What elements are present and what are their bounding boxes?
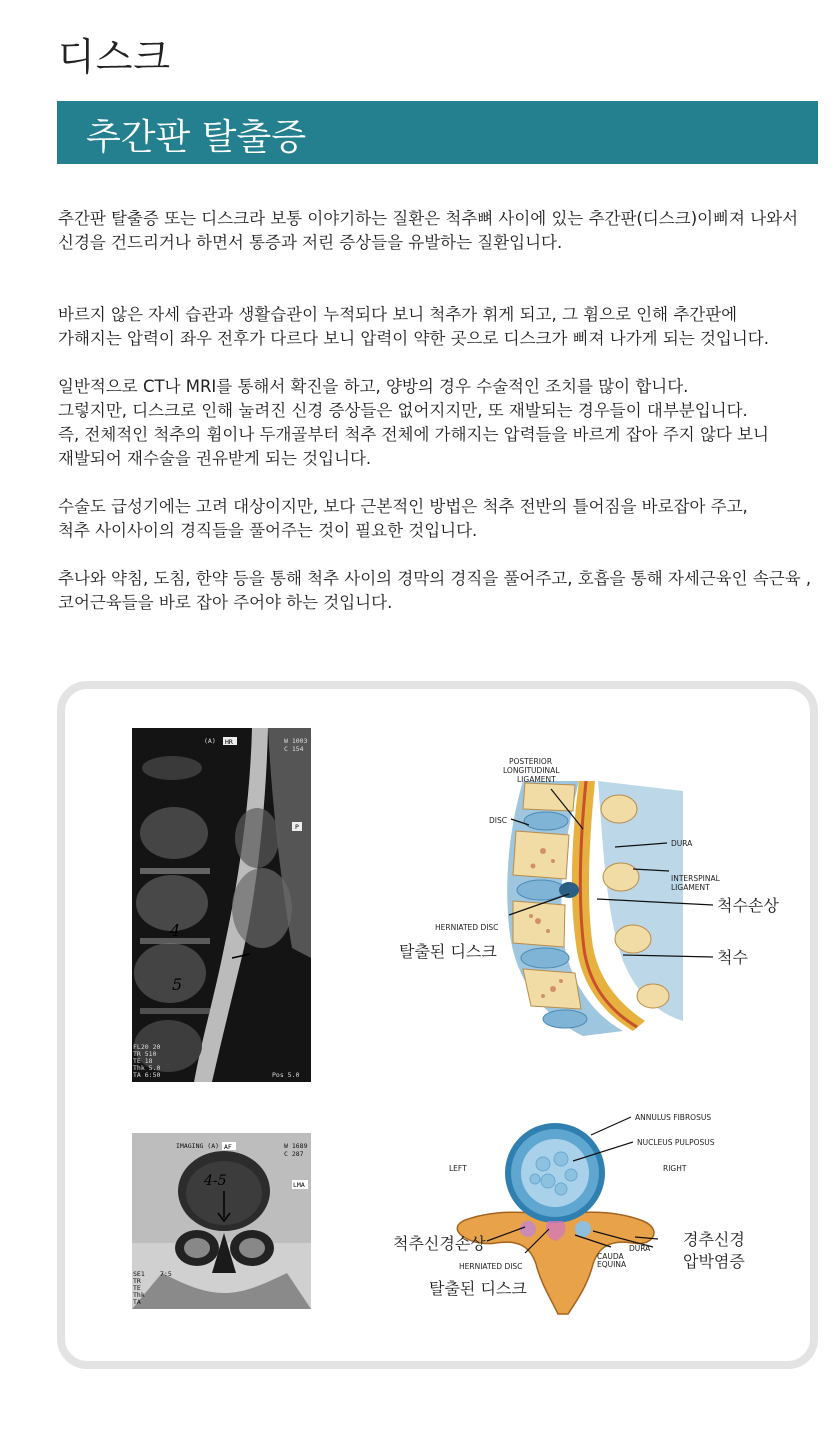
label-ko-compression: 경추신경 bbox=[683, 1230, 745, 1249]
section-title: 추간판 탈출증 bbox=[86, 117, 307, 158]
text-line: 즉, 전체적인 척추의 휨이나 두개골부터 척추 전체에 가해지는 압력들을 바르게 잡아 주지 않다 보니 bbox=[58, 425, 769, 444]
mri-sagittal-image bbox=[132, 728, 311, 1082]
text-line: 신경을 건드리거나 하면서 통증과 저린 증상들을 유발하는 질환입니다. bbox=[58, 233, 563, 252]
spine-axial-illustration bbox=[383, 1109, 763, 1319]
scan-side: P bbox=[295, 823, 299, 831]
scan-header: (A) bbox=[204, 737, 216, 745]
paragraph bbox=[58, 207, 828, 255]
label-cauda: EQUINA bbox=[597, 1260, 627, 1269]
label-ko-cord-damage: 척수손상 bbox=[717, 896, 779, 915]
figure-panel bbox=[57, 681, 818, 1369]
label-annulus: ANNULUS FIBROSUS bbox=[635, 1113, 712, 1122]
scan-param: TR bbox=[133, 1277, 141, 1285]
level-mark: 4 bbox=[170, 921, 181, 940]
scan-param: TA bbox=[133, 1298, 141, 1306]
text-line: 그렇지만, 디스크로 인해 눌려진 신경 증상들은 없어지지만, 또 재발되는 경우들이 대부분입니다. bbox=[58, 401, 748, 420]
scan-param: 7:5 bbox=[160, 1270, 172, 1278]
scan-header: IMAGING (A) bbox=[176, 1142, 220, 1150]
scan-param: TA 6:50 bbox=[133, 1071, 161, 1079]
scan-param: TE 18 bbox=[133, 1057, 153, 1065]
spine-sagittal-illustration bbox=[383, 751, 779, 1051]
label-ko-herniated: 탈출된 디스크 bbox=[429, 1279, 527, 1298]
scan-tag: HR bbox=[225, 738, 233, 746]
paragraph bbox=[58, 495, 828, 543]
text-line: 바르지 않은 자세 습관과 생활습관이 누적되다 보니 척추가 휘게 되고, 그 휨으로 인해 추간판에 bbox=[58, 305, 738, 324]
text-line: 척추 사이사이의 경직들을 풀어주는 것이 필요한 것입니다. bbox=[58, 521, 478, 540]
label-disc: DISC bbox=[489, 816, 507, 825]
article-body bbox=[58, 207, 828, 615]
scan-pos: Pos 5.0 bbox=[272, 1071, 300, 1079]
label-dura: DURA bbox=[629, 1244, 651, 1253]
level-mark: 5 bbox=[172, 975, 183, 994]
scan-param: TE bbox=[133, 1284, 141, 1292]
label-ko-cord: 척수 bbox=[717, 948, 748, 967]
scan-param: SE1 bbox=[133, 1270, 145, 1278]
scan-wc: W 1003 bbox=[284, 737, 308, 745]
label-ko-compression: 압박염증 bbox=[683, 1252, 745, 1271]
paragraph bbox=[58, 375, 828, 471]
text-line: 수술도 급성기에는 고려 대상이지만, 보다 근본적인 방법은 척추 전반의 틀어짐을 바로잡아 주고, bbox=[58, 497, 748, 516]
label-posterior: LIGAMENT bbox=[517, 775, 556, 784]
scan-param: Thk bbox=[133, 1291, 145, 1299]
scan-wc: C 154 bbox=[284, 745, 304, 753]
section-banner bbox=[57, 101, 818, 164]
scan-wc: C 287 bbox=[284, 1150, 304, 1158]
label-ko-herniated: 탈출된 디스크 bbox=[399, 942, 497, 961]
level-mark: 4-5 bbox=[204, 1173, 227, 1189]
text-line: 추간판 탈출증 또는 디스크라 보통 이야기하는 질환은 척추뼈 사이에 있는 추간판(디스크)이삐져 나와서 bbox=[58, 209, 799, 228]
text-line: 코어근육들을 바로 잡아 주어야 하는 것입니다. bbox=[58, 593, 393, 612]
paragraph bbox=[58, 567, 828, 615]
label-interspinal: INTERSPINAL bbox=[671, 874, 720, 883]
label-cauda: CAUDA bbox=[597, 1252, 624, 1261]
label-posterior: POSTERIOR bbox=[509, 757, 553, 766]
scan-param: Thk 5.0 bbox=[133, 1064, 161, 1072]
mri-axial-image bbox=[132, 1133, 311, 1309]
paragraph bbox=[58, 303, 828, 351]
label-left: LEFT bbox=[449, 1164, 467, 1173]
scan-tag: AF bbox=[224, 1143, 232, 1151]
scan-side: LMA bbox=[293, 1181, 305, 1189]
text-line: 가해지는 압력이 좌우 전후가 다르다 보니 압력이 약한 곳으로 디스크가 삐져 나가게 되는 것입니다. bbox=[58, 329, 769, 348]
text-line: 추나와 약침, 도침, 한약 등을 통해 척추 사이의 경막의 경직을 풀어주고, 호흡을 통해 자세근육인 속근육 , bbox=[58, 569, 812, 588]
label-posterior: LONGITUDINAL bbox=[503, 766, 560, 775]
label-herniated: HERNIATED DISC bbox=[435, 923, 499, 932]
label-interspinal: LIGAMENT bbox=[671, 883, 710, 892]
label-dura: DURA bbox=[671, 839, 693, 848]
scan-wc: W 1689 bbox=[284, 1142, 308, 1150]
label-nucleus: NUCLEUS PULPOSUS bbox=[637, 1138, 715, 1147]
text-line: 일반적으로 CT나 MRI를 통해서 확진을 하고, 양방의 경우 수술적인 조치를 많이 합니다. bbox=[58, 377, 689, 396]
page-title: 디스크 bbox=[58, 35, 172, 79]
text-line: 재발되어 재수술을 권유받게 되는 것입니다. bbox=[58, 449, 372, 468]
label-right: RIGHT bbox=[663, 1164, 687, 1173]
label-herniated: HERNIATED DISC bbox=[459, 1262, 523, 1271]
scan-param: TR 510 bbox=[133, 1050, 157, 1058]
label-ko-nerve-damage: 척추신경손상 bbox=[393, 1234, 486, 1253]
scan-param: FL20 20 bbox=[133, 1043, 161, 1051]
